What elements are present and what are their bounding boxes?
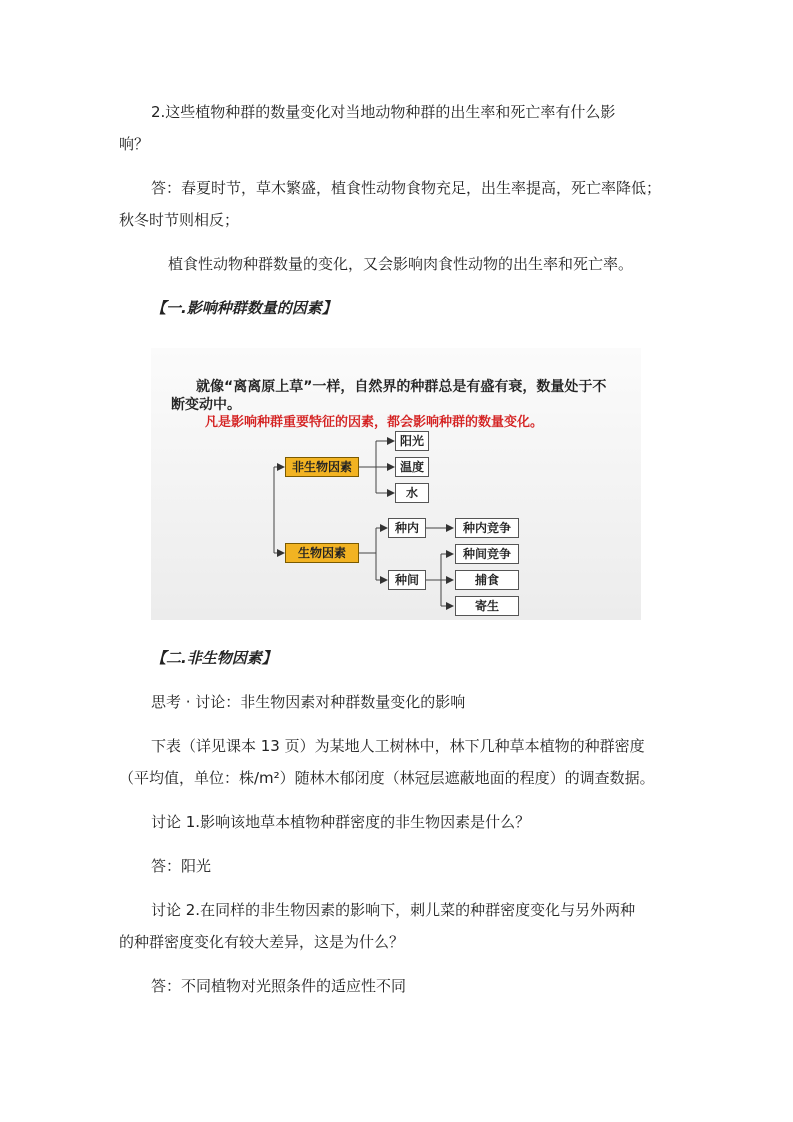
question-2-line-1: 2.这些植物种群的数量变化对当地动物种群的出生率和死亡率有什么影 bbox=[151, 103, 616, 121]
interspecific-competition-box: 种间竞争 bbox=[455, 544, 519, 564]
answer-2-line-2: 秋冬时节则相反； bbox=[119, 211, 240, 229]
temperature-box: 温度 bbox=[395, 457, 429, 477]
table-description-line-1: 下表（详见课本 13 页）为某地人工树林中，林下几种草本植物的种群密度 bbox=[151, 737, 645, 755]
discussion-1-question: 讨论 1.影响该地草本植物种群密度的非生物因素是什么？ bbox=[151, 813, 531, 831]
diagram-intro-line-1: 就像“离离原上草”一样，自然界的种群总是有盛有衰，数量处于不 bbox=[196, 379, 607, 395]
abiotic-factors-box: 非生物因素 bbox=[285, 457, 359, 477]
parasitism-box: 寄生 bbox=[455, 596, 519, 616]
discussion-2-answer: 答：不同植物对光照条件的适应性不同 bbox=[151, 977, 407, 995]
discussion-2-question-line-1: 讨论 2.在同样的非生物因素的影响下，刺儿菜的种群密度变化与另外两种 bbox=[151, 901, 636, 919]
diagram-intro-line-2: 断变动中。 bbox=[171, 397, 241, 413]
section-1-heading: 【一.影响种群数量的因素】 bbox=[151, 299, 337, 317]
water-box: 水 bbox=[395, 483, 429, 503]
predation-box: 捕食 bbox=[455, 570, 519, 590]
answer-2-line-3: 植食性动物种群数量的变化，又会影响肉食性动物的出生率和死亡率。 bbox=[168, 255, 634, 273]
intraspecific-competition-box: 种内竞争 bbox=[455, 518, 519, 538]
table-description-line-2: （平均值，单位：株/m²）随林木郁闭度（林冠层遮蔽地面的程度）的调查数据。 bbox=[119, 769, 655, 787]
intraspecific-box: 种内 bbox=[388, 518, 426, 538]
diagram-red-statement: 凡是影响种群重要特征的因素，都会影响种群的数量变化。 bbox=[205, 415, 544, 430]
discussion-1-answer: 答：阳光 bbox=[151, 857, 212, 875]
answer-2-line-1: 答：春夏时节，草木繁盛，植食性动物食物充足，出生率提高，死亡率降低； bbox=[151, 179, 662, 197]
interspecific-box: 种间 bbox=[388, 570, 426, 590]
section-2-heading: 【二.非生物因素】 bbox=[151, 649, 277, 667]
question-2-line-2: 响？ bbox=[119, 135, 150, 153]
biotic-factors-box: 生物因素 bbox=[285, 543, 359, 563]
sunlight-box: 阳光 bbox=[395, 431, 429, 451]
discussion-2-question-line-2: 的种群密度变化有较大差异，这是为什么？ bbox=[119, 933, 405, 951]
think-discuss-title: 思考 · 讨论：非生物因素对种群数量变化的影响 bbox=[151, 693, 466, 711]
factors-diagram bbox=[151, 348, 641, 620]
